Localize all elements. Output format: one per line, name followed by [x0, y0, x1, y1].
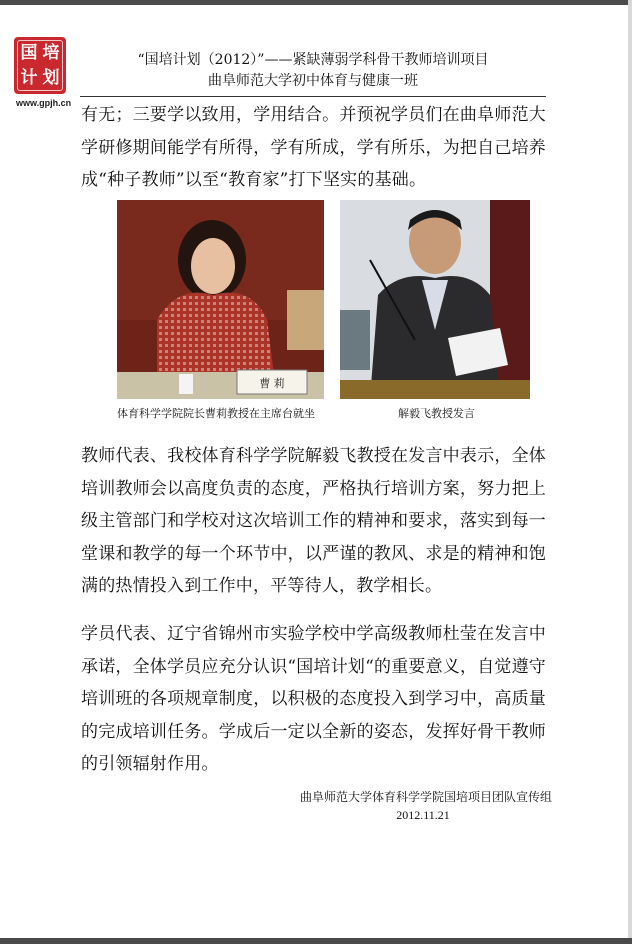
- body-paragraph-1: 有无；三要学以致用，学用结合。并预祝学员们在曲阜师范大学研修期间能学有所得，学有所成，学有所乐，为把自己培养成“种子教师”以至“教育家”打下坚实的基础。: [81, 105, 546, 191]
- header-title: “国培计划（2012）”——紧缺薄弱学科骨干教师培训项目: [137, 52, 489, 68]
- photo-xie-yifei-speaking: [340, 200, 530, 399]
- photo-xie-yifei-illustration: [340, 200, 530, 399]
- page-top-edge: [0, 0, 632, 5]
- nameplate-text: 曹 莉: [259, 377, 285, 390]
- body-paragraph-3: 学员代表、辽宁省锦州市实验学校中学高级教师杜莹在发言中承诺，全体学员应充分认识“国培计划“的重要意义，自觉遵守培训班的各项规章制度，以积极的态度投入到学习中，高质量的完成培训任务。学成后一定以全新的姿态，发挥好骨干教师的引领辐射作用。: [81, 624, 546, 775]
- logo-char: 培: [42, 43, 60, 63]
- photo-cao-li-at-podium: [117, 200, 324, 399]
- logo-char: 计: [20, 67, 38, 88]
- header-subtitle: 曲阜师范大学初中体育与健康一班: [208, 73, 418, 89]
- page-bottom-edge: [0, 938, 632, 944]
- logo-char: 划: [42, 67, 60, 88]
- logo-url: www.gpjh.cn: [16, 98, 72, 108]
- body-paragraph-2: 教师代表、我校体育科学学院解毅飞教授在发言中表示，全体培训教师会以高度负责的态度，严格执行培训方案，努力把上级主管部门和学校对这次培训工作的精神和要求，落实到每一堂课和教学的每一个环节中，以严谨的教风、求是的精神和饱满的热情投入到工作中，平等待人，教学相长。: [81, 446, 546, 597]
- logo-char: 国: [20, 43, 38, 63]
- page-right-edge: [628, 0, 632, 944]
- photo-caption-left: 体育科学学院院长曹莉教授在主席台就坐: [117, 408, 315, 420]
- guopei-logo: [14, 37, 66, 94]
- page-header: [70, 50, 556, 92]
- signature-date: 2012.11.21: [396, 808, 450, 822]
- signature-org: 曲阜师范大学体育科学学院国培项目团队宣传组: [300, 790, 553, 804]
- photo-cao-li-illustration: [117, 200, 324, 399]
- photo-caption-right: 解毅飞教授发言: [398, 408, 475, 420]
- header-divider: [80, 96, 546, 97]
